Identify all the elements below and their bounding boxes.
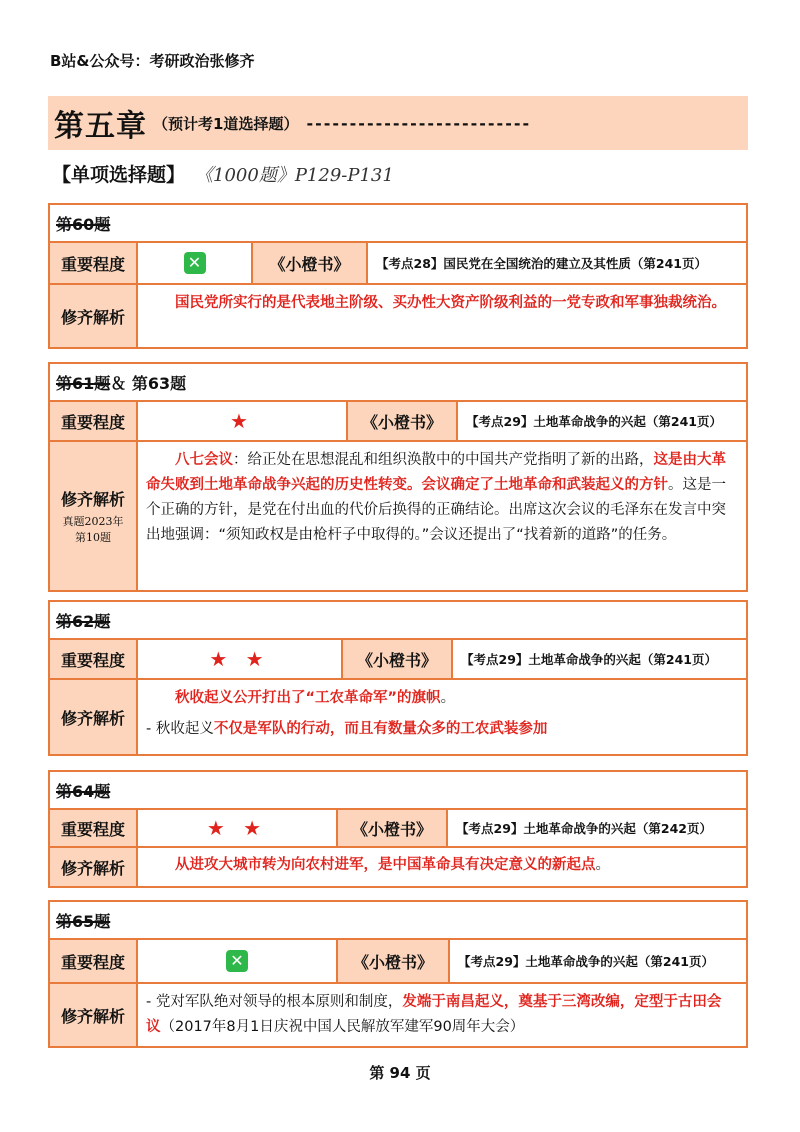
question-title xyxy=(50,902,746,940)
analysis-highlight: 发端于南昌起义，奠基于三湾改编，定型于古田会议 xyxy=(146,994,722,1035)
analysis-plain: 。 xyxy=(595,857,610,873)
keypoint: 【考点29】土地革命战争的兴起（第241页） xyxy=(458,954,714,969)
question-block-62 xyxy=(48,600,748,756)
importance-value xyxy=(138,243,253,283)
analysis-plain: - 党对军队绝对领导的根本原则和制度， xyxy=(146,994,403,1010)
question-title xyxy=(50,772,746,810)
section-heading xyxy=(52,160,394,187)
analysis-plain: - 秋收起义 xyxy=(146,721,214,737)
question-number: 第61题 xyxy=(56,373,111,393)
question-title xyxy=(50,364,746,402)
importance-row xyxy=(50,640,746,680)
importance-value xyxy=(138,940,338,982)
header-source: B站&公众号：考研政治张修齐 xyxy=(50,52,255,70)
analysis-text xyxy=(138,984,746,1046)
analysis-row xyxy=(50,285,746,347)
analysis-row xyxy=(50,680,746,754)
importance-value xyxy=(138,810,338,846)
analysis-label-text: 修齐解析 xyxy=(60,489,125,509)
analysis-highlight: 这是由大革命失败到土地革命战争兴起的历史性转变。会议确定了土地革命和武装起义的方针 xyxy=(146,452,726,493)
star-icon: ★ xyxy=(230,409,254,433)
chapter-bar xyxy=(48,96,748,150)
book-reference: 《小橙书》 xyxy=(348,402,458,440)
analysis-text xyxy=(138,285,746,347)
analysis-tail: 裁统治。 xyxy=(668,295,726,311)
analysis-plain: （2017年8月1日庆祝中国人民解放军建军90周年大会） xyxy=(160,1019,525,1035)
question-number: 第65题 xyxy=(56,911,111,931)
question-title xyxy=(50,205,746,243)
analysis-label xyxy=(50,442,138,590)
analysis-highlight: 秋收起义公开打出了“工农革命军”的旗帜 xyxy=(175,690,441,706)
importance-row xyxy=(50,243,746,285)
analysis-plain: 。 xyxy=(440,690,456,706)
section-range: 《1000题》P129-P131 xyxy=(195,165,394,186)
page-number: 第 94 页 xyxy=(369,1064,431,1082)
importance-row xyxy=(50,810,746,848)
question-block-60 xyxy=(48,203,748,349)
exam-note: 真题2023年第10题 xyxy=(62,514,124,544)
book-reference: 《小橙书》 xyxy=(343,640,453,678)
importance-value xyxy=(138,402,348,440)
cross-mark-icon: ✕ xyxy=(184,252,206,274)
book-reference: 《小橙书》 xyxy=(338,940,450,982)
importance-row xyxy=(50,402,746,442)
analysis-row xyxy=(50,848,746,886)
analysis-text xyxy=(138,848,746,886)
keypoint: 【考点28】国民党在全国统治的建立及其性质（第241页） xyxy=(376,256,707,271)
book-reference: 《小橙书》 xyxy=(253,243,368,283)
importance-label: 重要程度 xyxy=(50,810,138,846)
analysis-row xyxy=(50,984,746,1046)
analysis-label: 修齐解析 xyxy=(50,848,138,886)
question-number: 第64题 xyxy=(56,781,111,801)
analysis-highlight: 从进攻大城市转为向农村进军，是中国革命具有决定意义的新起点 xyxy=(175,857,596,873)
analysis-text xyxy=(138,680,746,754)
chapter-dashes: -------------------------- xyxy=(306,113,532,133)
keypoint: 【考点29】土地革命战争的兴起（第242页） xyxy=(456,821,712,836)
analysis-label: 修齐解析 xyxy=(50,285,138,347)
question-number: 第60题 xyxy=(56,214,111,234)
importance-value xyxy=(138,640,343,678)
analysis-row xyxy=(50,442,746,590)
analysis-highlight: 八七会议 xyxy=(175,452,233,468)
analysis-highlight: 国民党所实行的是代表地主阶级、买办性大资产阶级利益的一党专政和军事独 xyxy=(175,295,668,311)
question-block-65 xyxy=(48,900,748,1048)
star-icon: ★ ★ xyxy=(209,647,270,671)
section-title: 【单项选择题】 xyxy=(52,164,186,186)
question-number: 第62题 xyxy=(56,611,111,631)
cross-mark-icon: ✕ xyxy=(226,950,248,972)
question-block-64 xyxy=(48,770,748,888)
analysis-text xyxy=(138,442,746,590)
analysis-plain: ：给正处在思想混乱和组织涣散中的中国共产党指明了新的出路， xyxy=(233,452,654,468)
importance-row xyxy=(50,940,746,984)
star-icon: ★ ★ xyxy=(206,816,268,840)
importance-label: 重要程度 xyxy=(50,243,138,283)
question-block-61-63 xyxy=(48,362,748,592)
chapter-title: 第五章 xyxy=(54,109,147,144)
importance-label: 重要程度 xyxy=(50,940,138,982)
analysis-highlight: 不仅是军队的行动，而且有数量众多的工农武装参加 xyxy=(213,721,548,737)
question-number-extra: ＆ 第63题 xyxy=(110,373,187,393)
importance-label: 重要程度 xyxy=(50,402,138,440)
keypoint: 【考点29】土地革命战争的兴起（第241页） xyxy=(466,414,722,429)
analysis-label: 修齐解析 xyxy=(50,680,138,754)
question-title xyxy=(50,602,746,640)
keypoint: 【考点29】土地革命战争的兴起（第241页） xyxy=(461,652,717,667)
analysis-plain: 。这是一个正确的方针，是党在付出血的代价后换得的正确结论。出席这次会议的毛泽东在发言中突出地强调：“须知政权是由枪杆子中取得的。”会议还提出了“找着新的道路”的任务。 xyxy=(146,477,726,543)
book-reference: 《小橙书》 xyxy=(338,810,448,846)
chapter-subtitle: （预计考1道选择题） xyxy=(153,114,299,133)
importance-label: 重要程度 xyxy=(50,640,138,678)
analysis-label: 修齐解析 xyxy=(50,984,138,1046)
